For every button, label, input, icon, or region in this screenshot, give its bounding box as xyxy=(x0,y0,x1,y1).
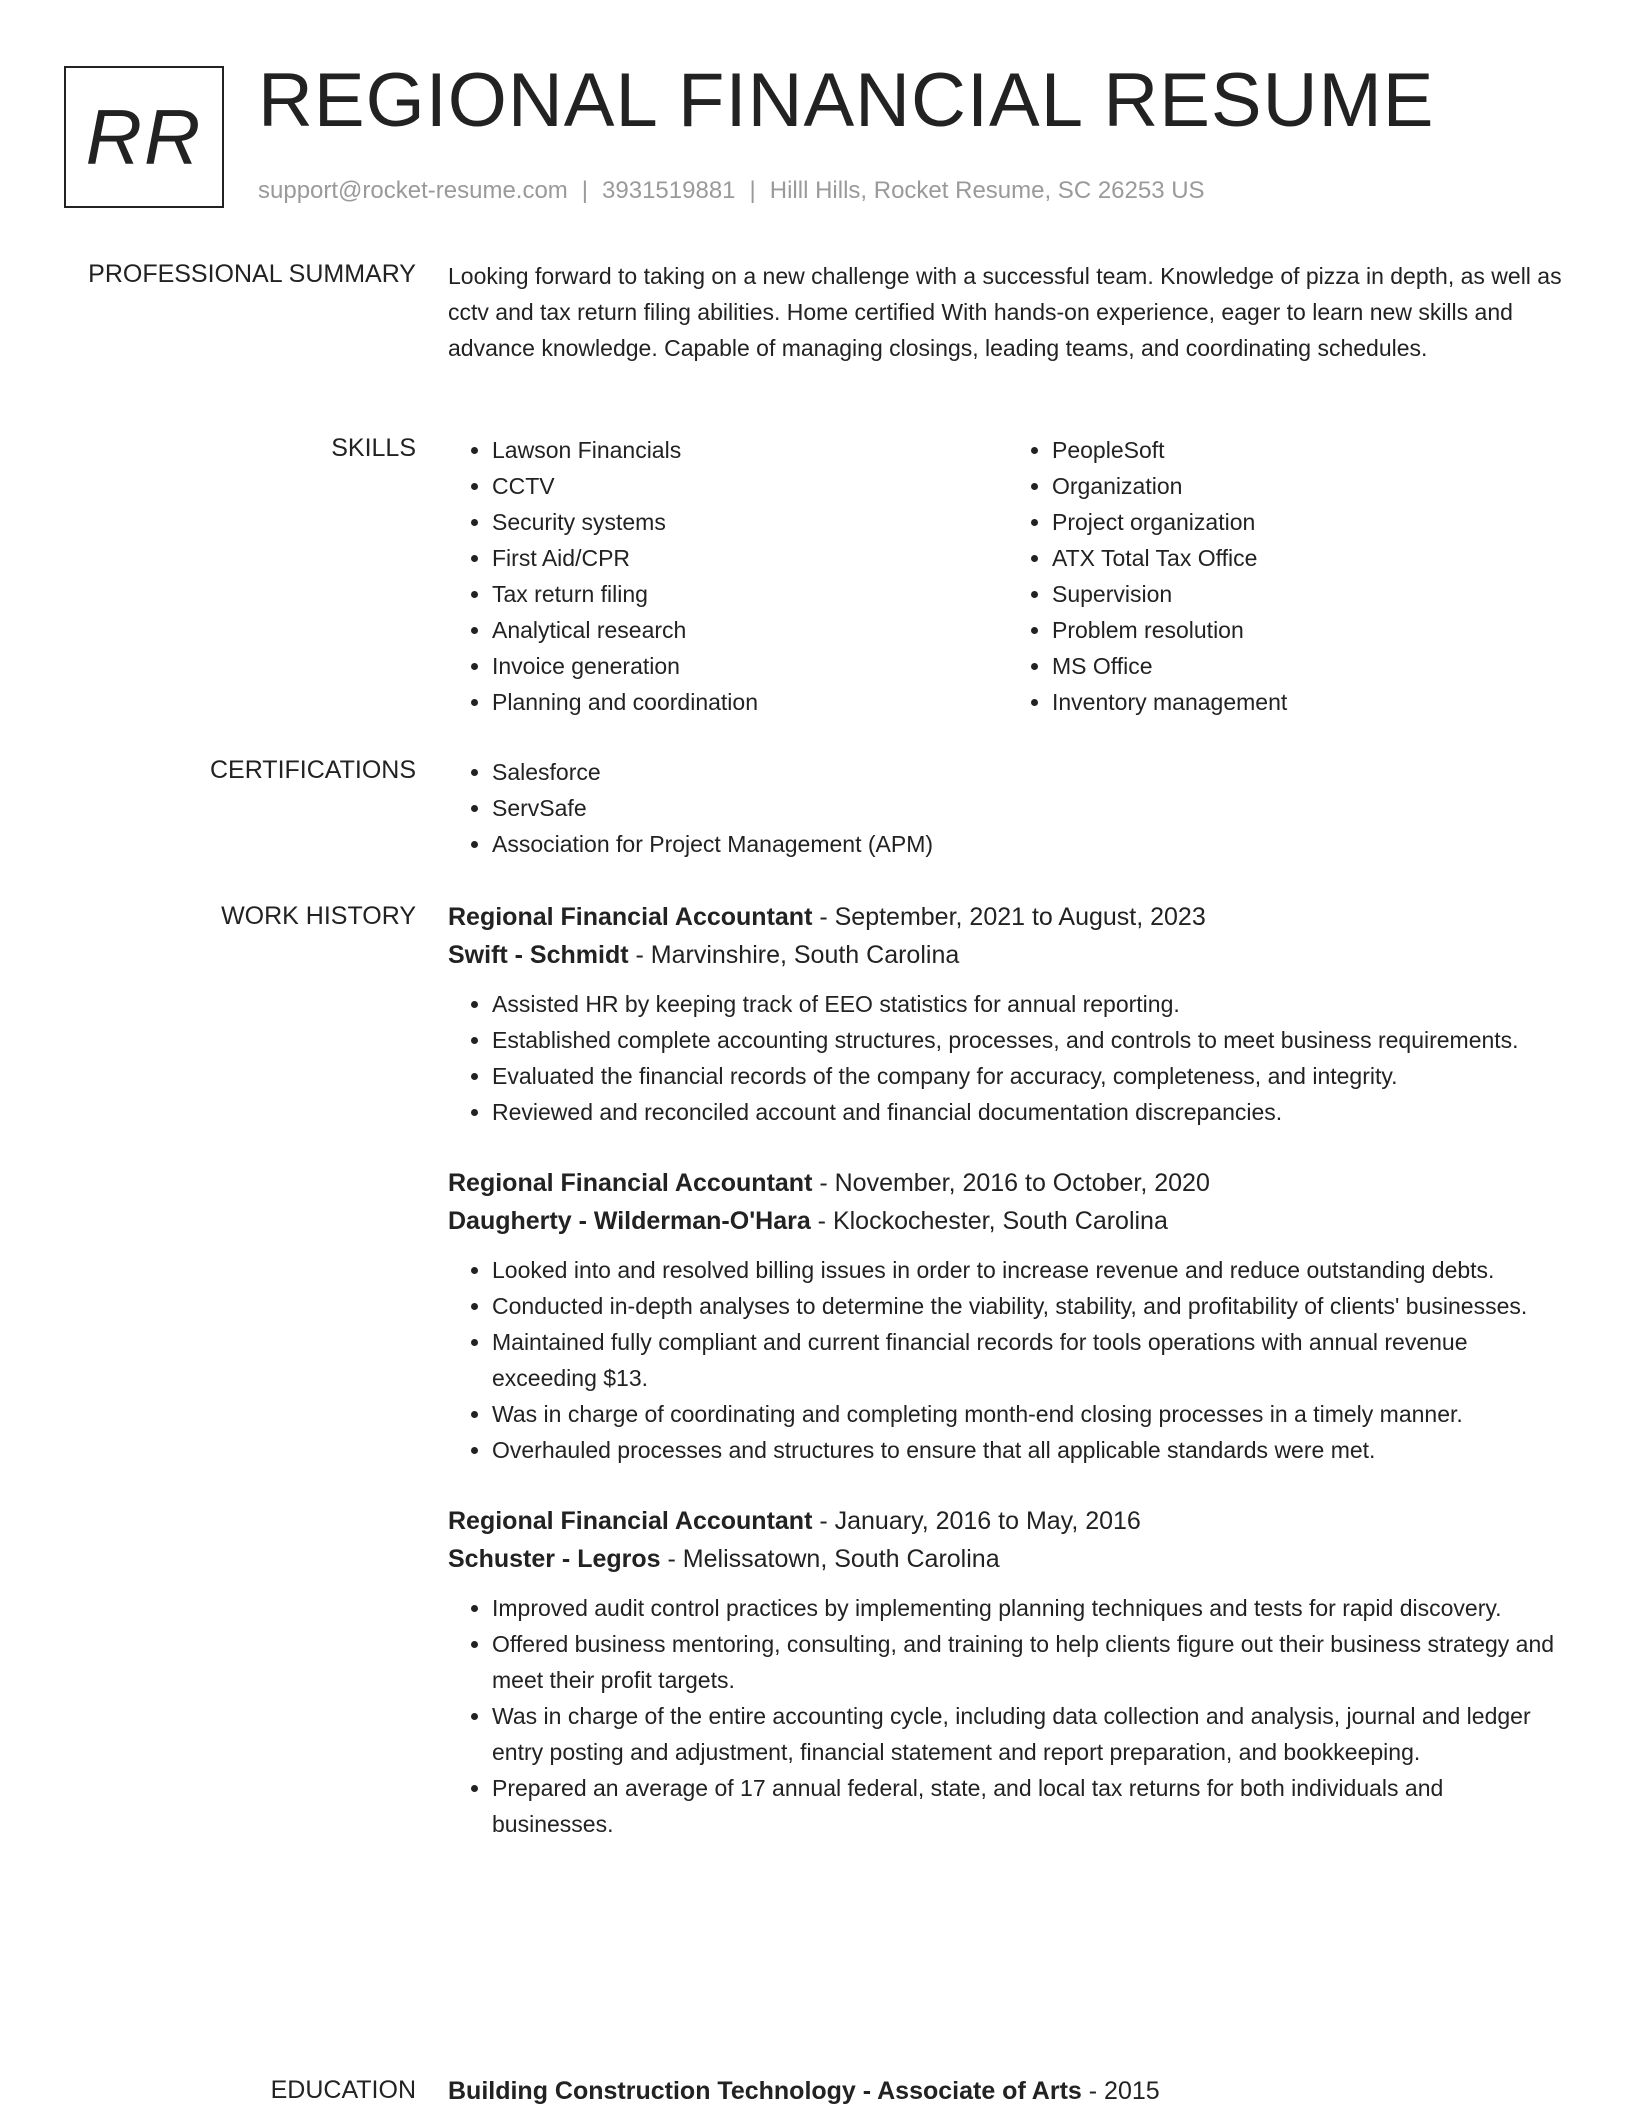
job-bullet: • Reviewed and reconciled account and financial documentation discrepancies. xyxy=(492,1094,1568,1130)
job-bullets xyxy=(448,986,1568,1130)
skill-item: • Planning and coordination xyxy=(492,684,1008,720)
job-bullet: • Maintained fully compliant and current financial records for tools operations with annual revenue exceeding $13. xyxy=(492,1324,1568,1396)
skills-list-right xyxy=(1008,432,1568,720)
job-bullet: • Offered business mentoring, consulting, and training to help clients figure out their business strategy and meet their profit targets. xyxy=(492,1626,1568,1698)
job-title-line xyxy=(448,898,1568,936)
section-label-certifications: CERTIFICATIONS xyxy=(209,756,416,784)
job-entry xyxy=(448,1502,1568,1842)
summary-content xyxy=(448,258,1568,366)
job-location: - Melissatown, South Carolina xyxy=(660,1545,1000,1573)
skill-item: • ATX Total Tax Office xyxy=(1052,540,1568,576)
skill-item: • PeopleSoft xyxy=(1052,432,1568,468)
skill-item: • Inventory management xyxy=(1052,684,1568,720)
job-company: Daugherty - Wilderman-O'Hara xyxy=(448,1207,811,1235)
contact-line xyxy=(258,176,1205,206)
skill-item: • MS Office xyxy=(1052,648,1568,684)
job-company: Schuster - Legros xyxy=(448,1545,661,1573)
job-company-line xyxy=(448,936,1568,974)
skill-item: • Organization xyxy=(1052,468,1568,504)
job-bullet: • Evaluated the financial records of the company for accuracy, completeness, and integrity. xyxy=(492,1058,1568,1094)
education-year: - 2015 xyxy=(1081,2077,1160,2105)
certification-item: • Salesforce xyxy=(492,754,1568,790)
certification-item: • Association for Project Management (APM) xyxy=(492,826,1568,862)
job-title: Regional Financial Accountant xyxy=(448,903,813,931)
job-company: Swift - Schmidt xyxy=(448,941,629,969)
job-title-line xyxy=(448,1164,1568,1202)
job-location: - Marvinshire, South Carolina xyxy=(628,941,960,969)
job-entry xyxy=(448,1164,1568,1468)
section-label-work-history: WORK HISTORY xyxy=(221,902,416,930)
job-bullet: • Was in charge of coordinating and completing month-end closing processes in a timely manner. xyxy=(492,1396,1568,1432)
certifications-content xyxy=(448,754,1568,862)
job-title-line xyxy=(448,1502,1568,1540)
skill-item: • First Aid/CPR xyxy=(492,540,1008,576)
job-bullet: • Improved audit control practices by implementing planning techniques and tests for rapid discovery. xyxy=(492,1590,1568,1626)
skill-item: • Invoice generation xyxy=(492,648,1008,684)
job-bullet: • Assisted HR by keeping track of EEO statistics for annual reporting. xyxy=(492,986,1568,1022)
job-bullet: • Overhauled processes and structures to ensure that all applicable standards were met. xyxy=(492,1432,1568,1468)
job-bullets xyxy=(448,1252,1568,1468)
job-bullets xyxy=(448,1590,1568,1842)
skills-list-left xyxy=(448,432,1008,720)
resume-title: REGIONAL FINANCIAL RESUME xyxy=(258,58,1435,143)
job-bullet: • Was in charge of the entire accounting cycle, including data collection and analysis, journal and ledger entry posting and adjustment, financial statement and report preparation, and bookkeeping. xyxy=(492,1698,1568,1770)
skill-item: • Lawson Financials xyxy=(492,432,1008,468)
skill-item: • CCTV xyxy=(492,468,1008,504)
contact-address: Hilll Hills, Rocket Resume, SC 26253 US xyxy=(769,177,1205,204)
job-location: - Klockochester, South Carolina xyxy=(810,1207,1168,1235)
skill-item: • Analytical research xyxy=(492,612,1008,648)
contact-phone: 3931519881 xyxy=(602,177,736,204)
education-degree: Building Construction Technology - Associate of Arts xyxy=(448,2077,1082,2105)
contact-separator: | xyxy=(581,177,589,204)
section-label-education: EDUCATION xyxy=(270,2076,416,2104)
skill-item: • Tax return filing xyxy=(492,576,1008,612)
monogram-logo: RR xyxy=(64,66,224,208)
job-dates: - January, 2016 to May, 2016 xyxy=(812,1507,1141,1535)
contact-separator: | xyxy=(749,177,756,204)
job-dates: - November, 2016 to October, 2020 xyxy=(812,1169,1210,1197)
job-bullet: • Conducted in-depth analyses to determine the viability, stability, and profitability of clients' businesses. xyxy=(492,1288,1568,1324)
job-title: Regional Financial Accountant xyxy=(448,1507,813,1535)
work-history-content xyxy=(448,898,1568,1876)
skill-item: • Project organization xyxy=(1052,504,1568,540)
job-company-line xyxy=(448,1540,1568,1578)
section-label-summary: PROFESSIONAL SUMMARY xyxy=(88,260,416,288)
job-company-line xyxy=(448,1202,1568,1240)
job-title: Regional Financial Accountant xyxy=(448,1169,813,1197)
job-dates: - September, 2021 to August, 2023 xyxy=(812,903,1206,931)
skill-item: • Supervision xyxy=(1052,576,1568,612)
section-label-skills: SKILLS xyxy=(331,434,416,462)
job-bullet: • Established complete accounting structures, processes, and controls to meet business requirements. xyxy=(492,1022,1568,1058)
skill-item: • Problem resolution xyxy=(1052,612,1568,648)
skills-content xyxy=(448,432,1568,720)
job-bullet: • Prepared an average of 17 annual federal, state, and local tax returns for both individuals and businesses. xyxy=(492,1770,1568,1842)
education-line xyxy=(448,2072,1568,2110)
summary-text: Looking forward to taking on a new challenge with a successful team. Knowledge of pizza in depth, as well as cctv and tax return filing abilities. Home certified With hands-on experience, eager to learn new skills and advance knowledge. Capable of managing closings, leading teams, and coordinating schedules. xyxy=(448,263,1562,361)
education-content xyxy=(448,2072,1568,2110)
job-bullet: • Looked into and resolved billing issues in order to increase revenue and reduce outstanding debts. xyxy=(492,1252,1568,1288)
job-entry xyxy=(448,898,1568,1130)
certifications-list xyxy=(448,754,1568,862)
contact-email: support@rocket-resume.com xyxy=(258,177,568,204)
certification-item: • ServSafe xyxy=(492,790,1568,826)
skill-item: • Security systems xyxy=(492,504,1008,540)
